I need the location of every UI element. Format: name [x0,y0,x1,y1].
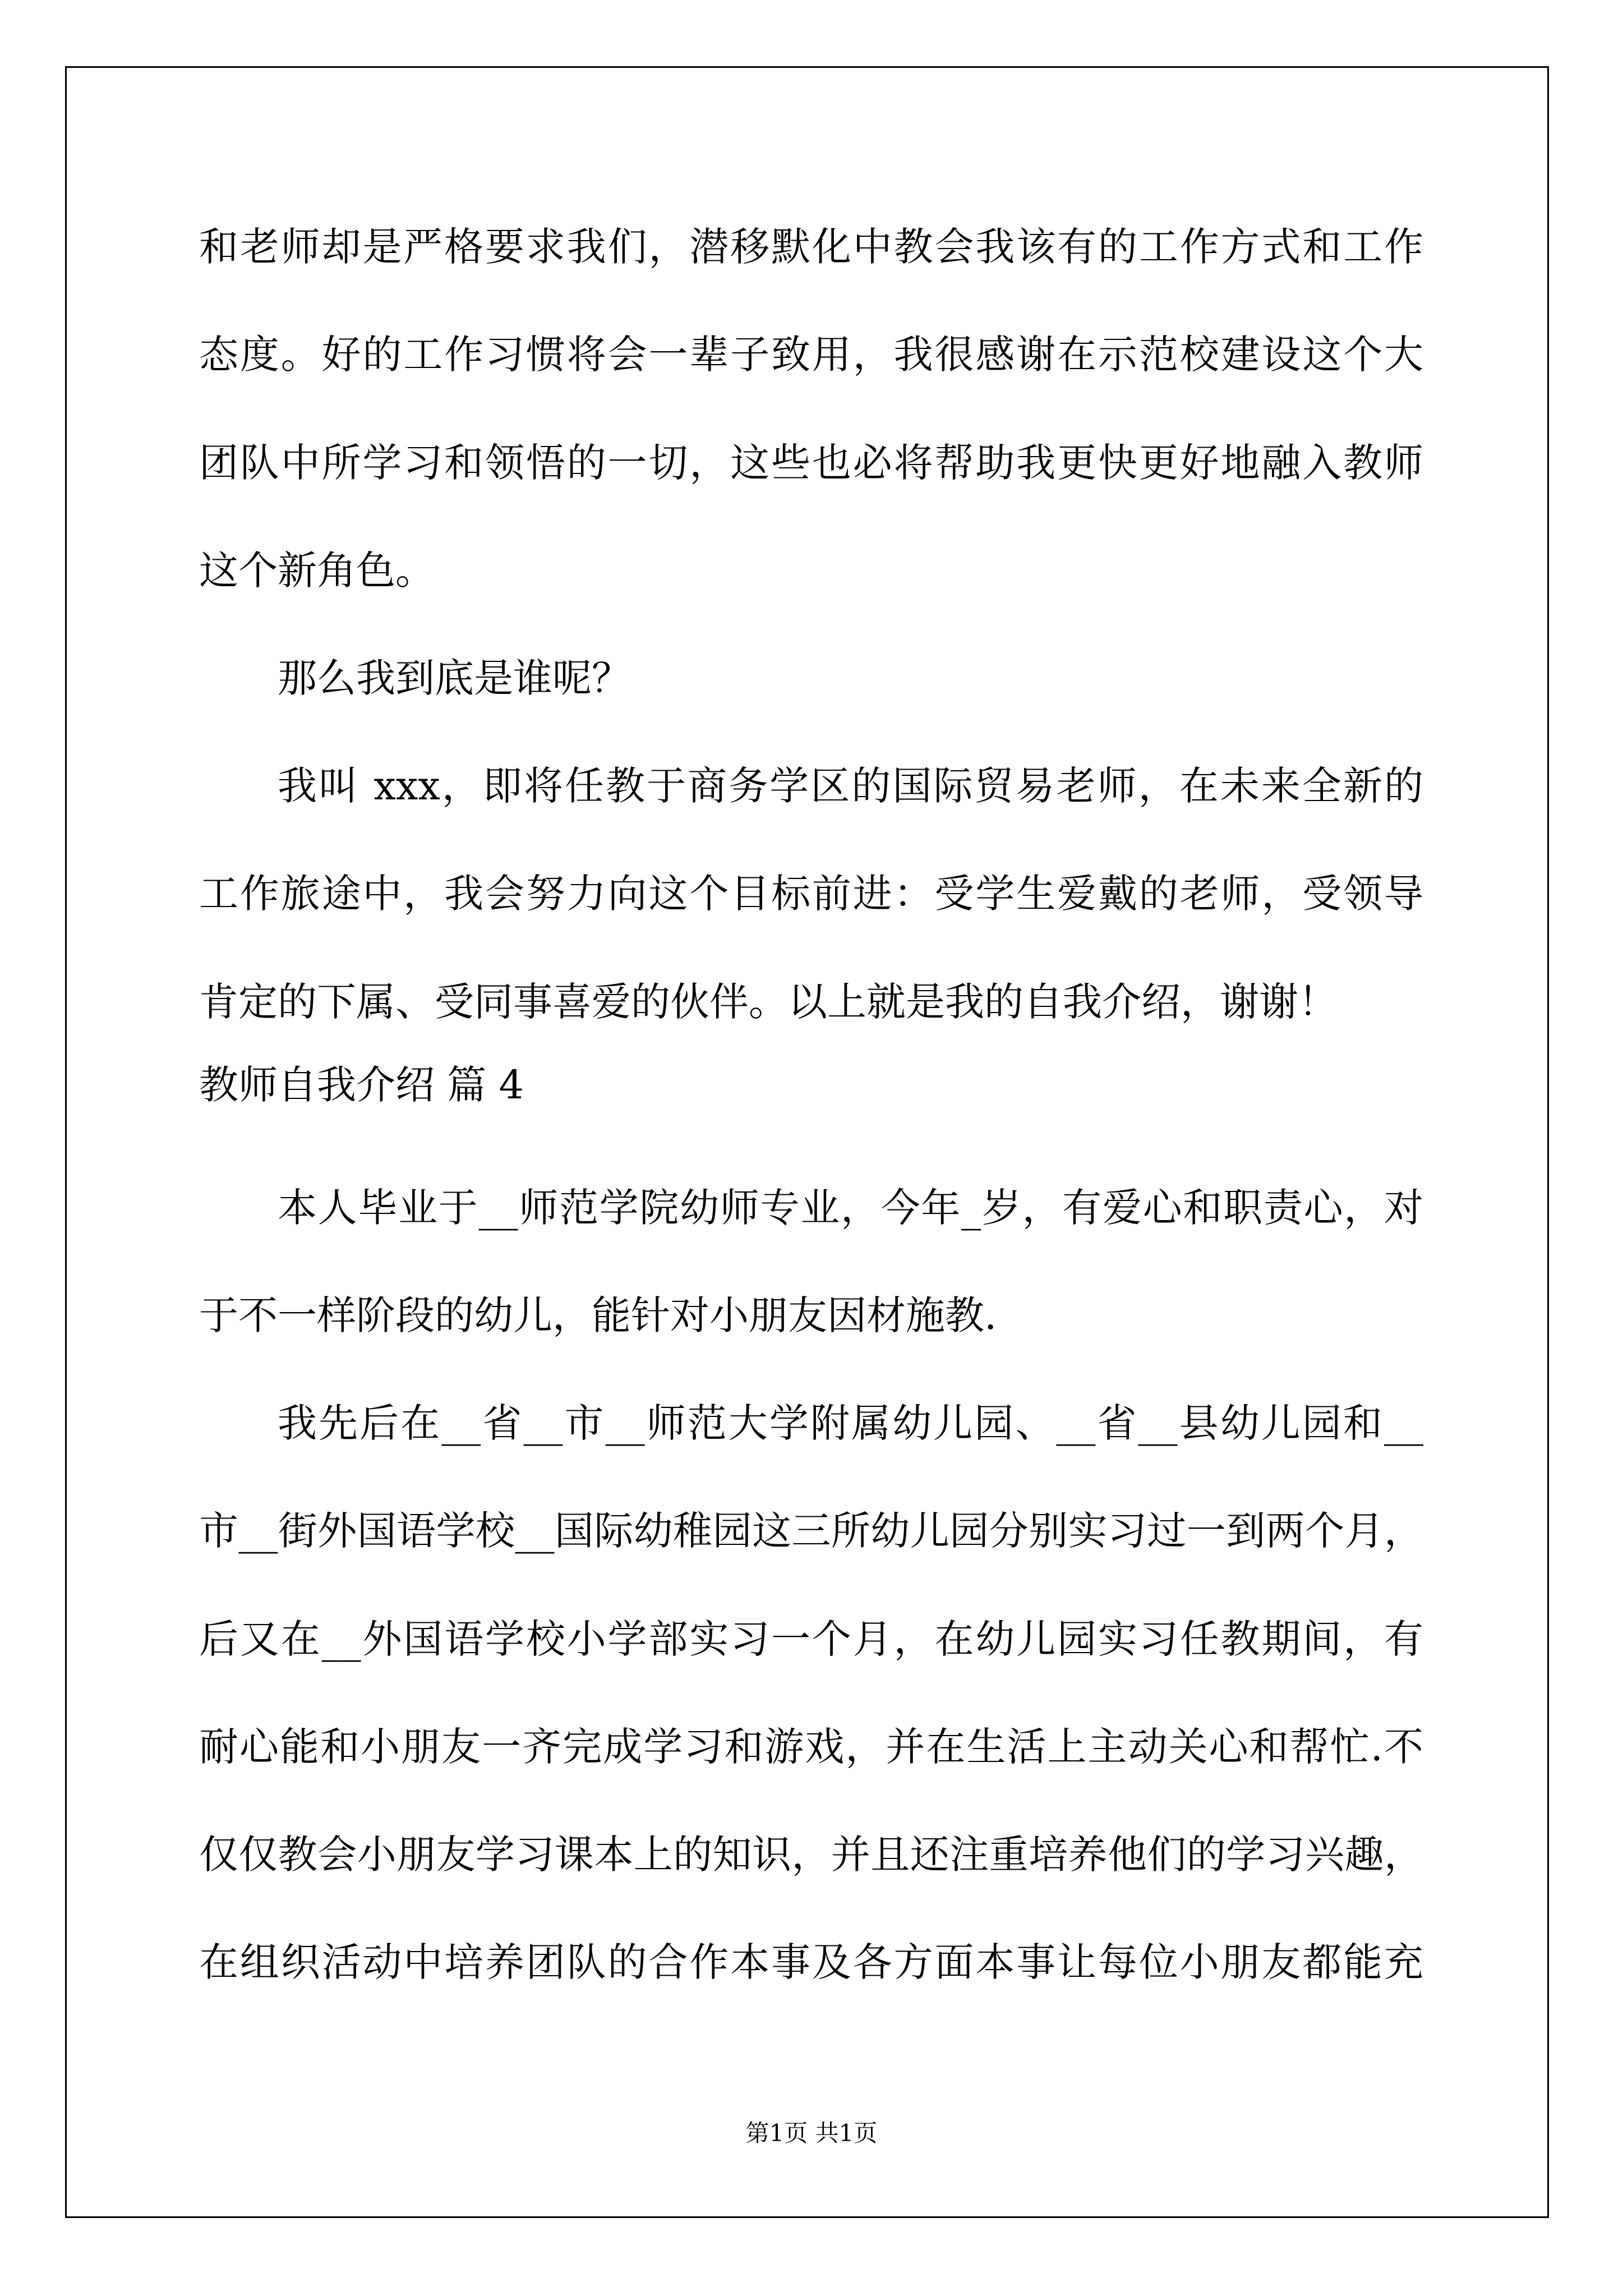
text-line: 工作旅途中，我会努力向这个目标前进：受学生爱戴的老师，受领导 [199,871,1423,917]
text-line: 后又在__外国语学校小学部实习一个月，在幼儿园实习任教期间，有 [199,1616,1423,1662]
text-line: 市__街外国语学校__国际幼稚园这三所幼儿园分别实习过一到两个月， [199,1508,1423,1554]
text-line: 那么我到底是谁呢？ [278,655,631,701]
text-line: 肯定的下属、受同事喜爱的伙伴。以上就是我的自我介绍，谢谢！ [199,979,1338,1025]
text-line: 我叫 xxx，即将任教于商务学区的国际贸易老师，在未来全新的 [278,763,1423,809]
text-line: 本人毕业于__师范学院幼师专业，今年_岁，有爱心和职责心，对 [278,1185,1423,1231]
text-line: 和老师却是严格要求我们，潜移默化中教会我该有的工作方式和工作 [199,224,1423,270]
text-line: 于不一样阶段的幼儿，能针对小朋友因材施教. [199,1292,997,1338]
text-line: 在组织活动中培养团队的合作本事及各方面本事让每位小朋友都能充 [199,1939,1423,1985]
page-footer: 第1页 共1页 [745,2119,878,2147]
text-line: 团队中所学习和领悟的一切，这些也必将帮助我更快更好地融入教师 [199,440,1423,486]
text-line: 仅仅教会小朋友学习课本上的知识，并且还注重培养他们的学习兴趣， [199,1832,1423,1878]
page-border [65,66,1549,2218]
text-line: 耐心能和小朋友一齐完成学习和游戏，并在生活上主动关心和帮忙.不 [199,1724,1423,1770]
text-line: 我先后在__省__市__师范大学附属幼儿园、__省__县幼儿园和__ [278,1400,1423,1446]
text-line: 态度。好的工作习惯将会一辈子致用，我很感谢在示范校建设这个大 [199,332,1423,378]
section-heading: 教师自我介绍 篇 4 [199,1062,524,1108]
text-line: 这个新角色。 [199,547,435,593]
